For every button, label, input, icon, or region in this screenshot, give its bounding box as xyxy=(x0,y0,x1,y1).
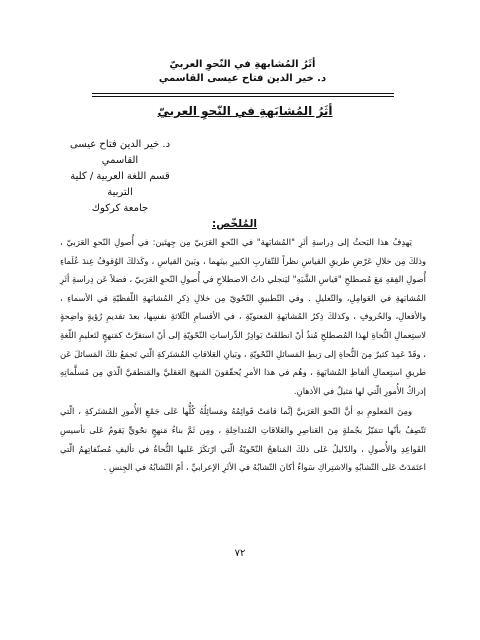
abstract-body xyxy=(60,233,426,477)
page-number: ٧٢ xyxy=(234,548,246,559)
running-head-title: أثَرُ المُشابهةِ في النّحوِ العربيّ xyxy=(169,59,316,70)
abstract-paragraph-1: يَهدِفُ هذا البَحثُ إلى دِراسةِ أثَرِ "المُشابَهة" في النّحوِ العَرَبيّ مِن جِهتَين: في أُصولِ النّحوِ العَرَبيّ ، وذلكَ مِن خلالِ عَرْضِ طريقِ القياسِ نظراً للتّقاربِ الكبيرِ بينَهما ، وبَينَ القياسِ ، وكَذلكَ الوُقوفُ عِندَ عُلَماءِ أُصولِ الفِقهِ مَعَ مُصطلحِ "قياسِ الشَّبَهِ" ليَنجلي ذاتُ الاصطلاحِ في أُصولِ النّحوِ العَرَبيّ ، فضلاً عَن دِراسةِ أثَرِ المُشابَهةِ في العَوامِلِ، والتّعليلِ . وفي التّطبيقِ النّحْويّ مِن خلالِ ذِكرِ المُشابَهةِ اللّفظيّةِ في الأسماءِ ، والأفعالِ، والحُروفِ ، وكذلكَ ذِكرُ المُشابَهةِ المَعنويّةِ ، في الأقسامِ الثّلاثةِ نفسِها، بعدَ تقديمِ رُؤيةٍ واضِحةٍ لاستِعمالِ النُّحاةِ لهذا المُصطلحِ مُنذُ أنْ انطلقَتْ بَوادِرُ الدِّراساتِ النّحْويّةِ إلى أنْ استقرَّتْ كمَنهجٍ لتَعليمِ اللّغةِ ، وقَدْ عَمِدَ كثيرٌ مِنَ النُّحاةِ إلى رَبطِ المَسائلِ النّحْويّةِ ، وبَيانِ العَلاقاتِ المُشتَركةِ الّتي تَجمَعُ تلكَ المَسائلَ عَن طريقِ استِعمالِ ألفاظِ المُشابَهةِ ، وهُم في هذا الأمرِ يُحقّقونَ المَنهجَ العَقليَّ والمَنطقيَّ الّذي مِن مُسلَّماتِهِ إدراكُ الأُمورِ الّتي لها مَثيلٌ في الأذهانِ. xyxy=(60,237,426,396)
author-university: جامعة كركوك xyxy=(91,203,149,214)
author-affiliation xyxy=(60,137,180,217)
author-name: د. خير الدين فتاح عيسى xyxy=(69,139,171,150)
header-rule-top xyxy=(92,93,394,94)
author-department: قسم اللغة العربية / كلية xyxy=(70,171,170,182)
paper-title: أثَرُ المُشابَهةِ في النّحوِ العربيّ xyxy=(157,104,333,118)
author-surname: القاسمي xyxy=(101,155,139,166)
running-head xyxy=(150,58,335,86)
header-rule-bottom xyxy=(92,96,394,97)
author-college: التربية xyxy=(107,187,133,198)
running-head-author: د. خير الدين فتاح عيسى القاسمي xyxy=(158,73,327,84)
abstract-heading: المُلخّص: xyxy=(212,218,257,230)
abstract-paragraph-2: ومِنَ المَعلومِ بهِ أنَّ النّحوَ العَرَبيَّ إنَّما قامَتْ قَوائِمُهُ ومَسائِلُهُ كُلُّها عَلى جَمْعِ الأُمورِ المُشتَركةِ ، الّتي تَتّصِفُ بأنّها تتمَيّزُ بجُملةٍ مِنَ العَناصِرِ والعَلاقاتِ المُتداخِلةِ ، ومِن ثَمَّ بناءُ مَنهجٍ نحْويٍّ يَقومُ عَلى تأسيسِ القَواعِدِ والأُصولِ ، والدّليلُ عَلى ذلكَ المَناهجُ النّحْويّةُ الّتي ارْتكَزَ عَليها النُّحاةُ في تأليفِ مُصنّفاتِهمُ الّتي اعتَمَدَتْ عَلى التّشابُهِ والاشتِراكِ سَواءٌ أكانَ التّشابُهُ في الأثَرِ الإعرابيِّ ، أمْ التّشابُهُ في الجِنسِ . xyxy=(60,406,426,473)
